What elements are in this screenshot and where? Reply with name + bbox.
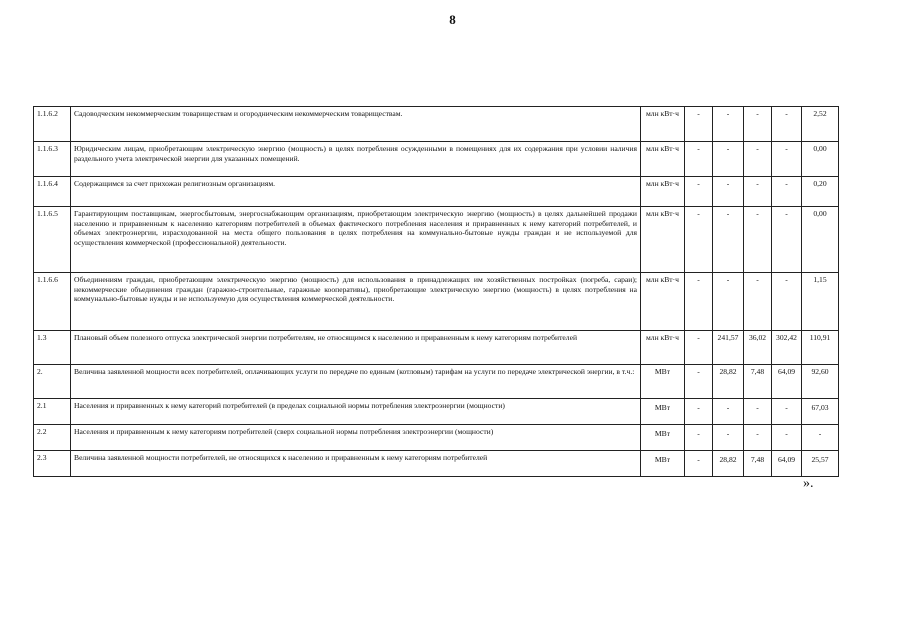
row-value-1: - — [685, 177, 713, 207]
row-code: 2.1 — [34, 399, 71, 425]
row-value-4: - — [772, 273, 802, 331]
table-row — [34, 425, 839, 451]
table-row — [34, 365, 839, 399]
row-unit: МВт — [641, 451, 685, 477]
row-code: 1.3 — [34, 331, 71, 365]
table-row — [34, 399, 839, 425]
row-value-1: - — [685, 107, 713, 142]
row-value-3: - — [744, 425, 772, 451]
table-row — [34, 273, 839, 331]
row-value-3: - — [744, 107, 772, 142]
row-value-2: 241,57 — [713, 331, 744, 365]
row-value-4: - — [772, 425, 802, 451]
row-unit: МВт — [641, 399, 685, 425]
row-value-3: - — [744, 399, 772, 425]
row-unit: млн кВт·ч — [641, 331, 685, 365]
row-total: 0,00 — [802, 142, 839, 177]
row-code: 1.1.6.6 — [34, 273, 71, 331]
row-value-3: - — [744, 177, 772, 207]
row-description: Населения и приравненным к нему категориям потребителей (сверх социальной нормы потребления электроэнергии (мощности) — [71, 425, 641, 451]
tariff-table — [33, 106, 839, 477]
row-value-3: 36,02 — [744, 331, 772, 365]
row-value-2: - — [713, 399, 744, 425]
table-row — [34, 107, 839, 142]
table-row — [34, 331, 839, 365]
row-code: 2.3 — [34, 451, 71, 477]
row-code: 1.1.6.3 — [34, 142, 71, 177]
row-value-3: 7,48 — [744, 451, 772, 477]
row-description: Объединениям граждан, приобретающим электрическую энергию (мощность) для использования в принадлежащих им хозяйственных постройках (погреба, сараи); некоммерческие объединения граждан (гаражно-строительные, гаражные кооперативы), приобретающие электрическую энергию (мощность) в целях потребления на коммунально-бытовые нужды и не используемую для осуществления коммерческой деятельности. — [71, 273, 641, 331]
row-value-4: 64,09 — [772, 365, 802, 399]
row-description: Юридическим лицам, приобретающим электрическую энергию (мощность) в целях потребления осужденными в помещениях для их содержания при условии наличия раздельного учета электрической энергии для указанных помещений. — [71, 142, 641, 177]
row-unit: млн кВт·ч — [641, 177, 685, 207]
table-row — [34, 207, 839, 273]
table-row — [34, 451, 839, 477]
row-value-2: 28,82 — [713, 451, 744, 477]
row-description: Содержащимся за счет прихожан религиозным организациям. — [71, 177, 641, 207]
row-value-2: - — [713, 207, 744, 273]
row-value-2: - — [713, 177, 744, 207]
row-value-2: - — [713, 142, 744, 177]
row-value-3: - — [744, 273, 772, 331]
row-total: 110,91 — [802, 331, 839, 365]
row-total: 2,52 — [802, 107, 839, 142]
row-value-1: - — [685, 142, 713, 177]
row-description: Величина заявленной мощности потребителей, не относящихся к населению и приравненным к нему категориям потребителей — [71, 451, 641, 477]
row-value-3: 7,48 — [744, 365, 772, 399]
row-unit: млн кВт·ч — [641, 107, 685, 142]
closing-quote: ». — [803, 476, 814, 491]
row-code: 1.1.6.4 — [34, 177, 71, 207]
row-total: 0,00 — [802, 207, 839, 273]
row-value-1: - — [685, 451, 713, 477]
row-value-3: - — [744, 207, 772, 273]
row-value-4: - — [772, 107, 802, 142]
row-value-2: - — [713, 273, 744, 331]
table-row — [34, 177, 839, 207]
row-value-1: - — [685, 399, 713, 425]
row-value-4: - — [772, 399, 802, 425]
row-code: 1.1.6.2 — [34, 107, 71, 142]
row-value-4: 302,42 — [772, 331, 802, 365]
row-code: 1.1.6.5 — [34, 207, 71, 273]
row-unit: млн кВт·ч — [641, 273, 685, 331]
table-row — [34, 142, 839, 177]
row-unit: МВт — [641, 365, 685, 399]
row-value-2: - — [713, 107, 744, 142]
row-total: 1,15 — [802, 273, 839, 331]
row-total: 92,60 — [802, 365, 839, 399]
row-code: 2.2 — [34, 425, 71, 451]
row-value-1: - — [685, 273, 713, 331]
row-value-4: - — [772, 207, 802, 273]
row-value-3: - — [744, 142, 772, 177]
row-total: 25,57 — [802, 451, 839, 477]
row-description: Садоводческим некоммерческим товариществам и огородническим некоммерческим товариществам. — [71, 107, 641, 142]
row-value-1: - — [685, 365, 713, 399]
row-value-1: - — [685, 207, 713, 273]
row-description: Гарантирующим поставщикам, энергосбытовым, энергоснабжающим организациям, приобретающим электрическую энергию (мощность) в целях дальнейшей продажи населению и приравненным к населению категориям потребителей в объемах фактического потребления населения и приравненных к нему категорий потребителей, и объемах электроэнергии, израсходованной на места общего пользования в целях потребления на коммунально-бытовые нужды граждан и не используемой для осуществления коммерческой (профессиональной) деятельности. — [71, 207, 641, 273]
row-code: 2. — [34, 365, 71, 399]
row-value-4: 64,09 — [772, 451, 802, 477]
row-total: 67,03 — [802, 399, 839, 425]
row-value-2: 28,82 — [713, 365, 744, 399]
row-value-1: - — [685, 331, 713, 365]
row-value-4: - — [772, 177, 802, 207]
row-value-1: - — [685, 425, 713, 451]
row-unit: млн кВт·ч — [641, 142, 685, 177]
row-description: Населения и приравненных к нему категорий потребителей (в пределах социальной нормы потребления электроэнергии (мощности) — [71, 399, 641, 425]
row-unit: млн кВт·ч — [641, 207, 685, 273]
row-total: 0,20 — [802, 177, 839, 207]
row-value-2: - — [713, 425, 744, 451]
row-description: Плановый объем полезного отпуска электрической энергии потребителям, не относящимся к населению и приравненным к нему категориям потребителей — [71, 331, 641, 365]
row-unit: МВт — [641, 425, 685, 451]
row-description: Величина заявленной мощности всех потребителей, оплачивающих услуги по передаче по единым (котловым) тарифам на услуги по передаче электрической энергии, в т.ч.: — [71, 365, 641, 399]
row-total: - — [802, 425, 839, 451]
page-number: 8 — [449, 12, 456, 27]
row-value-4: - — [772, 142, 802, 177]
